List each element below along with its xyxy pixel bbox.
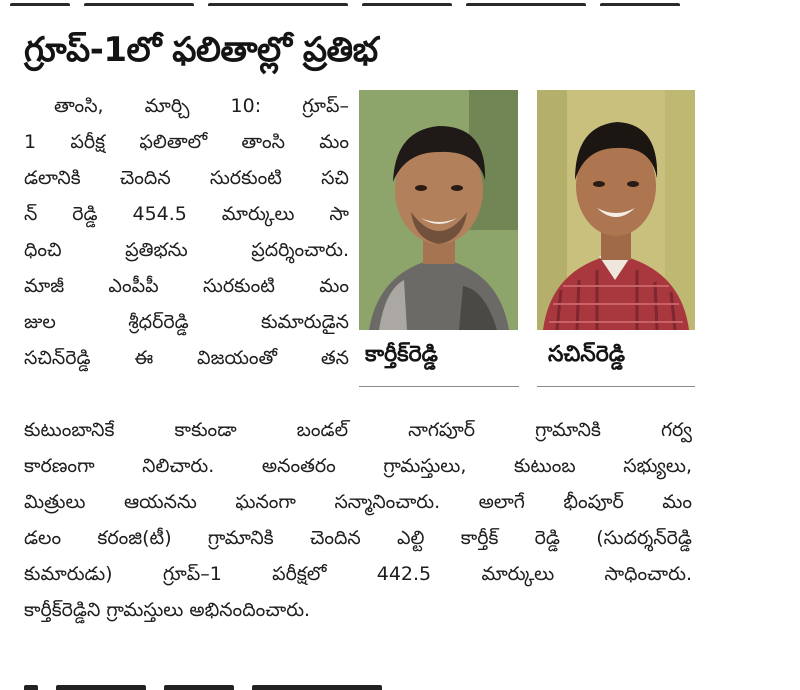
body-line: డలానికి చెందిన సురకుంటి సచి	[24, 167, 349, 189]
article-body-wide	[24, 412, 692, 628]
body-line: డలం కరంజి(టీ) గ్రామానికి చెందిన ఎల్టి కార్తీక్ రెడ్డి (సుదర్శన్‌రెడ్డి	[24, 527, 692, 549]
body-line: జుల శ్రీధర్‌రెడ్డి కుమారుడైన	[24, 311, 349, 333]
body-line: ధించి ప్రతిభను ప్రదర్శించారు.	[24, 239, 349, 261]
portrait-illustration	[537, 90, 695, 330]
article-headline: గ్రూప్-1లో ఫలితాల్లో ప్రతిభ	[24, 30, 378, 70]
photo-caption-sachin: సచిన్‌రెడ్డి	[548, 342, 626, 367]
photo-caption-karthik: కార్తీక్‌రెడ్డి	[365, 342, 438, 367]
photo-sachin-reddy	[537, 90, 695, 330]
caption-underline	[359, 386, 519, 387]
body-line: మిత్రులు ఆయనను ఘనంగా సన్మానించారు. అలాగే భీంపూర్ మం	[24, 491, 692, 513]
caption-underline	[537, 386, 695, 387]
body-line: 1 పరీక్ష ఫలితాలో తాంసి మం	[24, 131, 349, 153]
photo-karthik-reddy	[359, 90, 518, 330]
clipped-previous-article-text	[10, 0, 790, 6]
article-body-column	[24, 88, 349, 376]
body-line: మాజీ ఎంపీపీ సురకుంటి మం	[24, 275, 349, 297]
body-line: కుమారుడు) గ్రూప్–1 పరీక్షలో 442.5 మార్కులు సాధించారు.	[24, 563, 692, 585]
body-line: సచిన్‌రెడ్డి ఈ విజయంతో తన	[24, 347, 349, 369]
body-line: కుటుంబానికే కాకుండా బండల్ నాగపూర్ గ్రామానికి గర్వ	[24, 419, 692, 441]
body-line: తాంసి, మార్చి 10: గ్రూప్–	[54, 95, 349, 117]
body-line: కార్తీక్‌రెడ్డిని గ్రామస్తులు అభినందించారు.	[24, 599, 311, 621]
clipped-next-article-text	[24, 678, 724, 690]
body-line: కారణంగా నిలిచారు. అనంతరం గ్రామస్తులు, కుటుంబ సభ్యులు,	[24, 455, 692, 477]
portrait-illustration	[359, 90, 518, 330]
body-line: న్ రెడ్డి 454.5 మార్కులు సా	[24, 203, 349, 225]
